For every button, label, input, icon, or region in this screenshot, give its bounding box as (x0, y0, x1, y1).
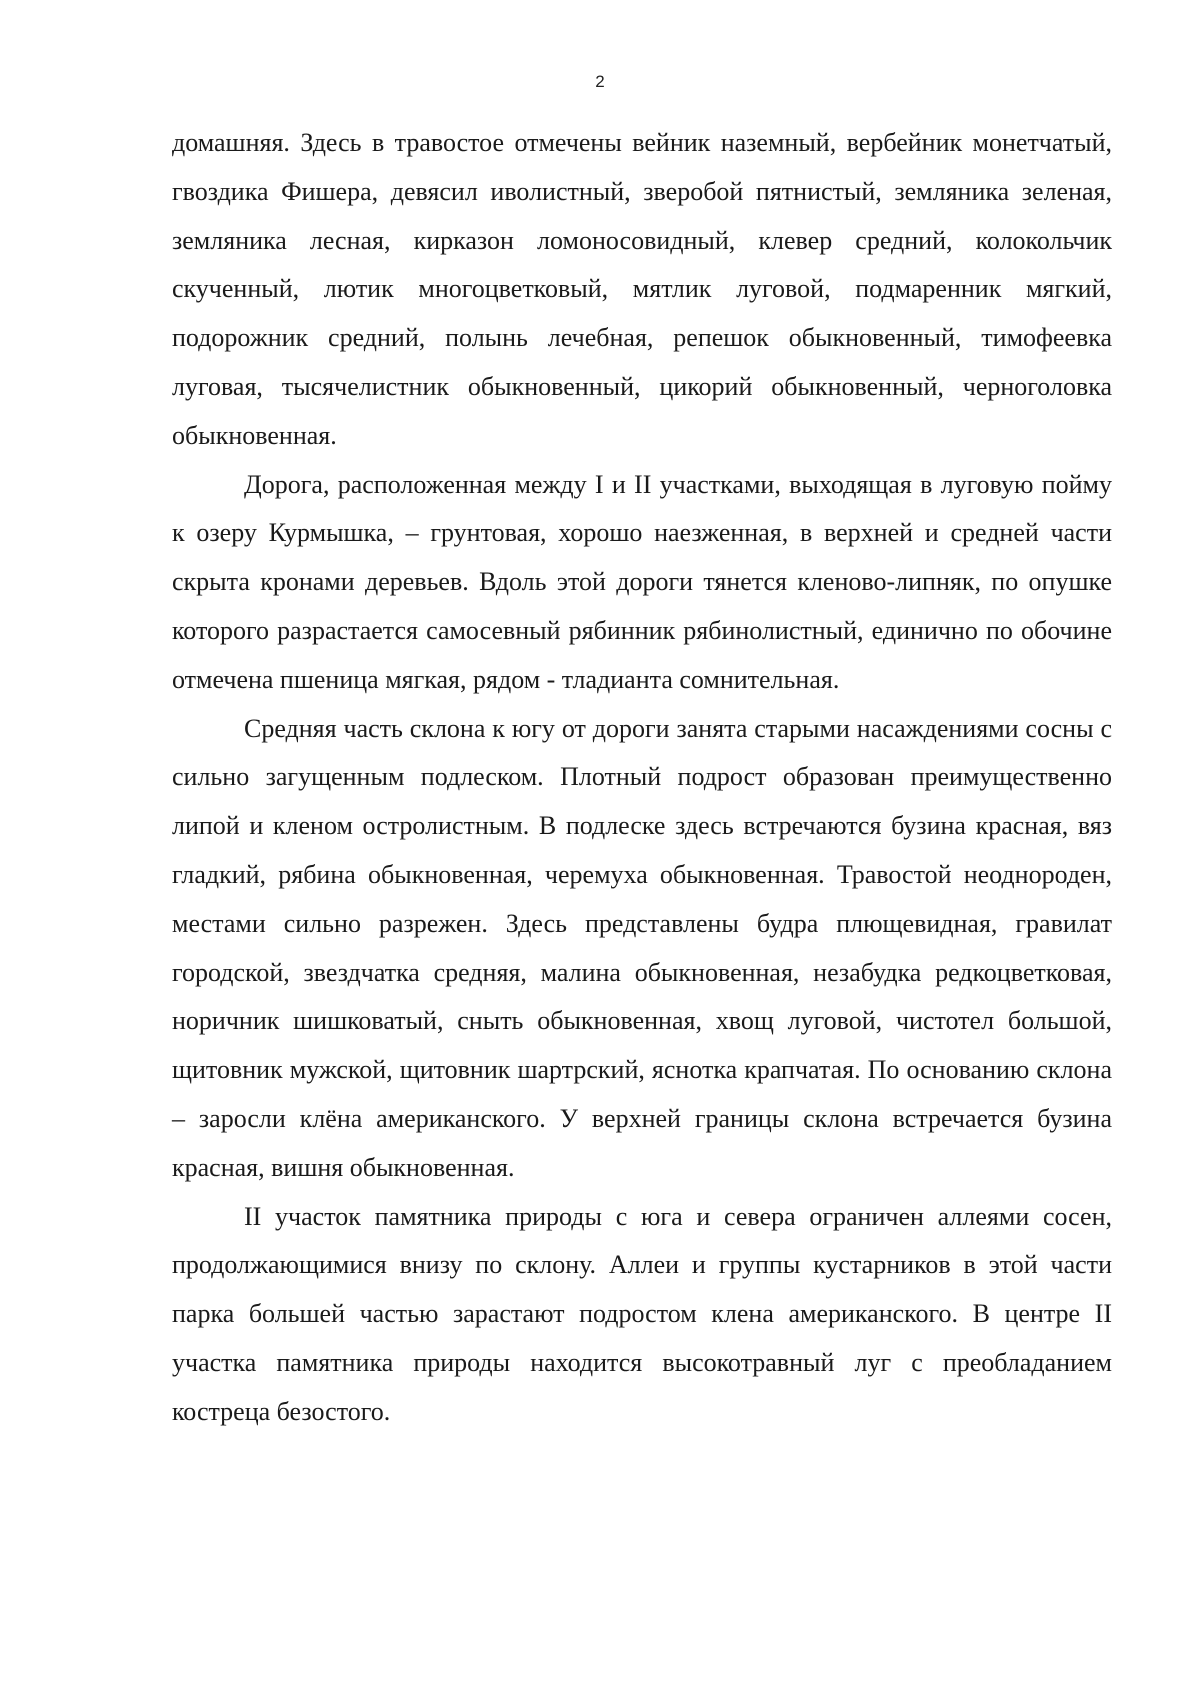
paragraph-flora-list: домашняя. Здесь в травостое отмечены вейник наземный, вербейник монетчатый, гвоздика Фишера, девясил иволистный, зверобой пятнистый, земляника зеленая, земляника лесная, кирказон ломоносовидный, клевер средний, колокольчик скученный, лютик многоцветковый, мятлик луговой, подмаренник мягкий, подорожник средний, полынь лечебная, репешок обыкновенный, тимофеевка луговая, тысячелистник обыкновенный, цикорий обыкновенный, черноголовка обыкновенная. (172, 128, 1112, 450)
paragraph-road-description: Дорога, расположенная между I и II участками, выходящая в луговую пойму к озеру Курмышка, – грунтовая, хорошо наезженная, в верхней и средней части скрыта кронами деревьев. Вдоль этой дороги тянется кленово-липняк, по опушке которого разрастается самосевный рябинник рябинолистный, единично по обочине отмечена пшеница мягкая, рядом - тладианта сомнительная. (172, 469, 1112, 694)
page-number: 2 (595, 72, 605, 91)
paragraph-section-two: II участок памятника природы с юга и севера ограничен аллеями сосен, продолжающимися внизу по склону. Аллеи и группы кустарников в этой части парка большей частью зарастают подростом клена американского. В центре II участка памятника природы находится высокотравный луг с преобладанием костреца безостого. (172, 1201, 1112, 1426)
paragraph-slope-description: Средняя часть склона к югу от дороги занята старыми насаждениями сосны с сильно загущенным подлеском. Плотный подрост образован преимущественно липой и кленом остролистным. В подлеске здесь встречаются бузина красная, вяз гладкий, рябина обыкновенная, черемуха обыкновенная. Травостой неоднороден, местами сильно разрежен. Здесь представлены будра плющевидная, гравилат городской, звездчатка средняя, малина обыкновенная, незабудка редкоцветковая, норичник шишковатый, сныть обыкновенная, хвощ луговой, чистотел большой, щитовник мужской, щитовник шартрский, яснотка крапчатая. По основанию склона – заросли клёна американского. У верхней границы склона встречается бузина красная, вишня обыкновенная. (172, 713, 1112, 1182)
body-text (172, 119, 1112, 1437)
